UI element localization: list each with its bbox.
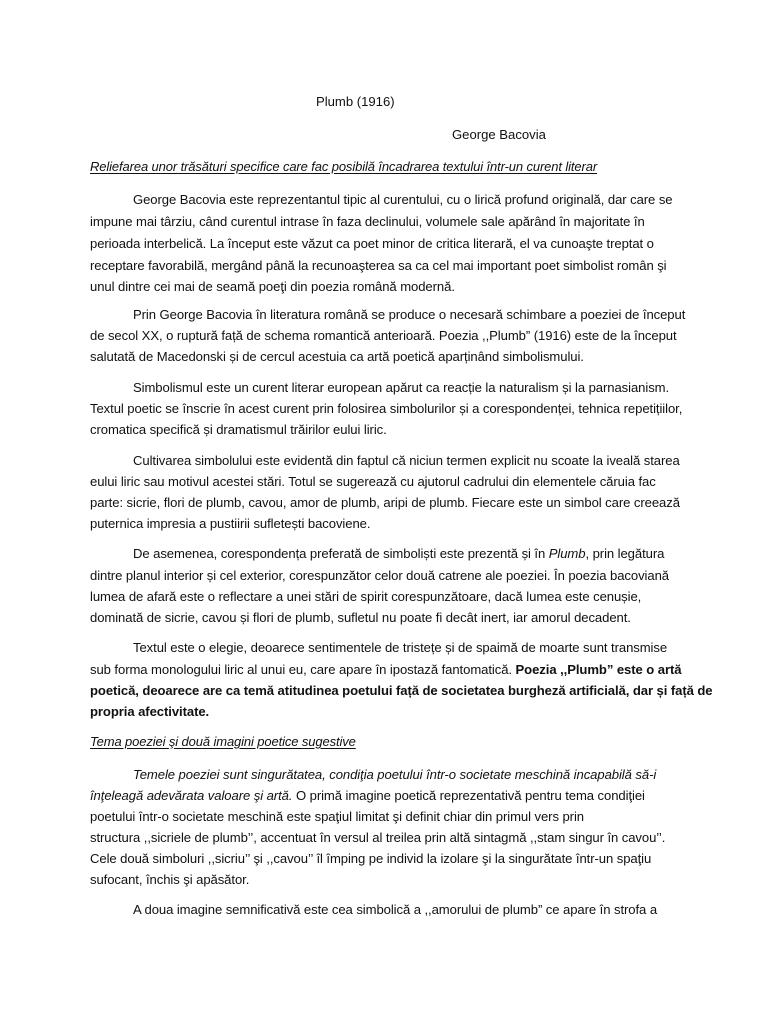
paragraph-line: Cultivarea simbolului este evidentă din faptul că niciun termen explicit nu scoate la iveală starea — [133, 453, 680, 468]
paragraph-text: , prin legătura — [585, 546, 665, 561]
paragraph-line: Prin George Bacovia în literatura română se produce o necesară schimbare a poeziei de început — [133, 307, 686, 322]
paragraph-line: parte: sicrie, flori de plumb, cavou, amor de plumb, aripi de plumb. Fiecare este un simbol care creează — [90, 495, 680, 510]
paragraph-line-bold: propria afectivitate. — [90, 704, 210, 719]
paragraph-line — [90, 787, 645, 805]
paragraph-line: perioada interbelică. La început este văzut ca poet minor de critica literară, el va cunoaşte treptat o — [90, 236, 654, 251]
paragraph-text: De asemenea, corespondența preferată de simboliști este prezentă și în — [133, 546, 549, 561]
paragraph-line-italic: Temele poeziei sunt singurătatea, condiţia poetului într-o societate meschină incapabilă să-i — [133, 767, 657, 782]
paragraph-line: unul dintre cei mai de seamă poeţi din poezia română modernă. — [90, 279, 455, 294]
paragraph-line: Simbolismul este un curent literar european apărut ca reacție la naturalism și la parnasianism. — [133, 380, 670, 395]
paragraph-line — [133, 545, 664, 563]
paragraph-line: Cele două simboluri ,,sicriu’’ şi ,,cavou’’ îl împing pe individ la izolare şi la singurătate într-un spaţiu — [90, 851, 652, 866]
poem-title-italic: Plumb — [548, 546, 586, 561]
paragraph-line: puternica impresia a pustiirii sufletești bacoviene. — [90, 516, 371, 531]
paragraph-line: de secol XX, o ruptură față de schema romantică anterioară. Poezia ,,Plumb” (1916) este de la început — [90, 328, 677, 343]
paragraph-line: lumea de afară este o reflectare a unei stări de spirit corespunzătoare, dacă lumea este cenușie, — [90, 589, 642, 604]
paragraph-line-bold: poetică, deoarece are ca temă atitudinea poetului față de societatea burgheză artificială, dar și față de — [90, 683, 713, 698]
paragraph-line: George Bacovia este reprezentantul tipic al curentului, cu o lirică profund originală, dar care se — [133, 192, 673, 207]
paragraph-line: salutată de Macedonski și de cercul acestuia ca artă poetică aparținând simbolismului. — [90, 349, 584, 364]
paragraph-line: A doua imagine semnificativă este cea simbolică a ,,amorului de plumb” ce apare în strofa a — [133, 902, 658, 917]
paragraph-line: cromatica specifică și dramatismul trăirilor eului liric. — [90, 422, 387, 437]
paragraph-line: sufocant, închis şi apăsător. — [90, 872, 250, 887]
paragraph-line: Textul este o elegie, deoarece sentimentele de tristețe și de spaimă de moarte sunt transmise — [133, 640, 668, 655]
document-title: Plumb (1916) — [316, 94, 395, 109]
paragraph-text: sub forma monologului liric al unui eu, care apare în ipostază fantomatică. — [90, 662, 516, 677]
paragraph-line: poetului într-o societate meschină este spaţiul limitat şi definit chiar din primul vers prin — [90, 809, 584, 824]
paragraph-line: structura ,,sicriele de plumb’’, accentuat în versul al treilea prin altă sintagmă ,,stam singur în cavou’’. — [90, 830, 666, 845]
section-heading-literary-current: Reliefarea unor trăsături specifice care fac posibilă încadrarea textului într-un curent literar — [90, 159, 598, 174]
paragraph-line: receptare favorabilă, mergând până la recunoaşterea sa ca cel mai important poet simbolist român şi — [90, 258, 667, 273]
paragraph-line: dintre planul interior și cel exterior, corespunzător celor două catrene ale poeziei. În poezia bacoviană — [90, 568, 669, 583]
paragraph-line: eului liric sau motivul acestei stări. Totul se sugerează cu ajutorul cadrului din elementele căruia fac — [90, 474, 656, 489]
italic-text: înţeleagă adevărata valoare şi artă. — [90, 788, 293, 803]
bold-statement: Poezia ,,Plumb” este o artă — [515, 662, 682, 677]
paragraph-line: Textul poetic se înscrie în acest curent prin folosirea simbolurilor și a corespondenței, tehnica repetițiilor, — [90, 401, 683, 416]
section-heading-theme: Tema poeziei şi două imagini poetice sugestive — [90, 734, 356, 749]
paragraph-line: impune mai târziu, când curentul intrase în faza declinului, volumele sale apărând în majoritate în — [90, 214, 645, 229]
author-name: George Bacovia — [452, 127, 546, 142]
paragraph-line: dominată de sicrie, cavou și flori de plumb, sufletul nu poate fi decât inert, iar amorul decadent. — [90, 610, 631, 625]
paragraph-line — [90, 661, 681, 679]
paragraph-text: O primă imagine poetică reprezentativă pentru tema condiţiei — [292, 788, 645, 803]
